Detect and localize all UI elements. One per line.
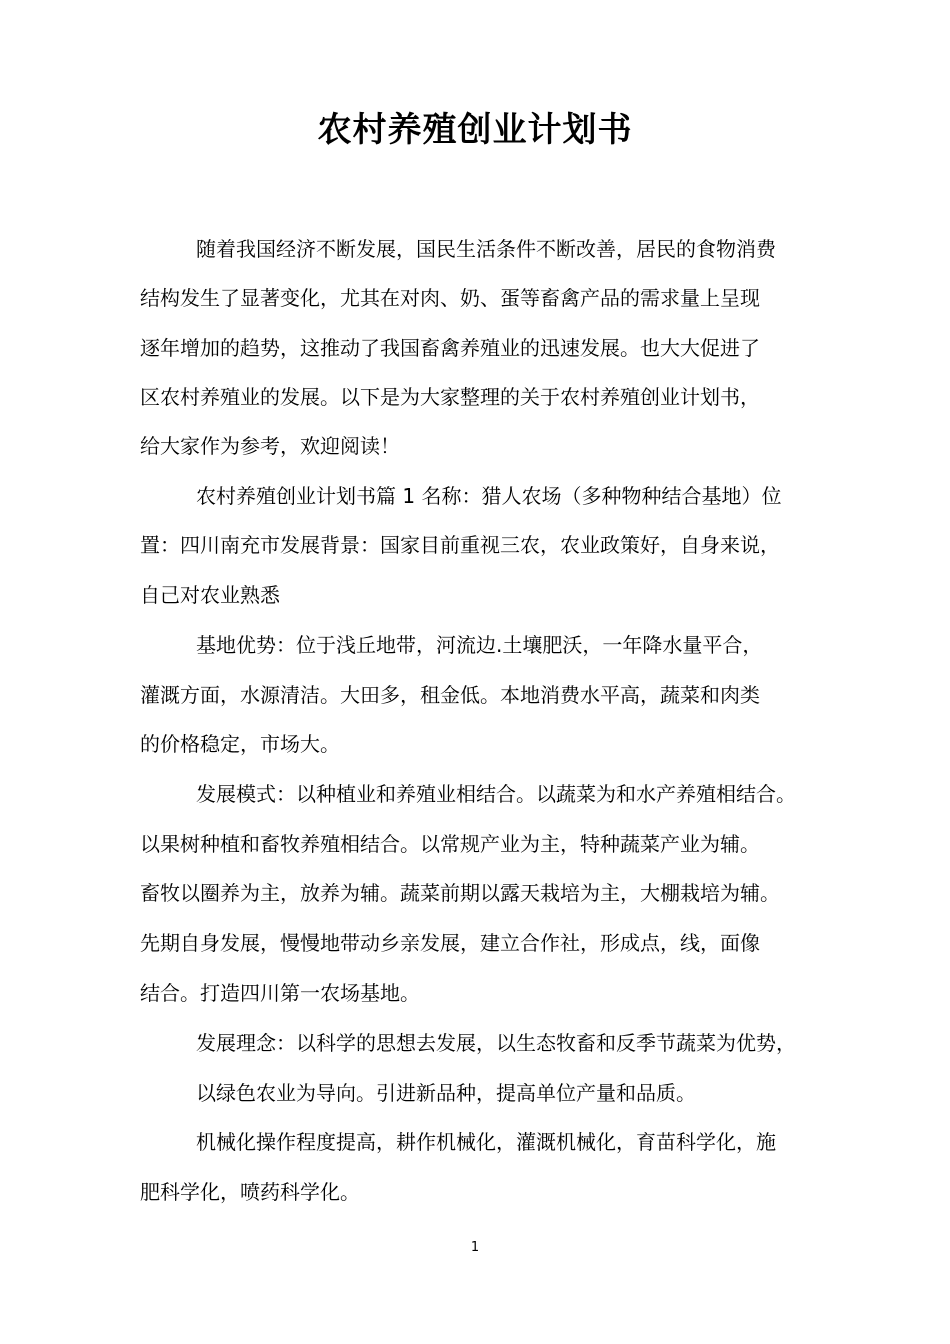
text-line: 给大家作为参考，欢迎阅读！ [140, 434, 400, 458]
text-line: 以果树种植和畜牧养殖相结合。以常规产业为主，特种蔬菜产业为辅。 [140, 832, 760, 856]
text-line: 基地优势：位于浅丘地带，河流边.土壤肥沃，一年降水量平合， [196, 633, 763, 657]
text-line: 以绿色农业为导向。引进新品种，提高单位产量和品质。 [196, 1081, 696, 1105]
text-line: 的价格稳定，市场大。 [140, 732, 340, 756]
text-line: 发展理念：以科学的思想去发展，以生态牧畜和反季节蔬菜为优势， [196, 1031, 796, 1055]
text-line: 机械化操作程度提高，耕作机械化，灌溉机械化，育苗科学化，施 [196, 1130, 776, 1154]
text-line: 发展模式：以种植业和养殖业相结合。以蔬菜为和水产养殖相结合。 [196, 782, 796, 806]
text-line: 逐年增加的趋势，这推动了我国畜禽养殖业的迅速发展。也大大促进了 [140, 336, 760, 360]
text-line: 结构发生了显著变化，尤其在对肉、奶、蛋等畜禽产品的需求量上呈现 [140, 286, 760, 310]
text-line: 自己对农业熟悉 [140, 583, 280, 607]
document-title: 农村养殖创业计划书 [317, 110, 633, 150]
text-line: 肥科学化，喷药科学化。 [140, 1180, 360, 1204]
text-line: 区农村养殖业的发展。以下是为大家整理的关于农村养殖创业计划书， [140, 385, 760, 409]
text-line: 先期自身发展，慢慢地带动乡亲发展，建立合作社，形成点，线，面像 [140, 931, 760, 955]
text-line: 随着我国经济不断发展，国民生活条件不断改善，居民的食物消费 [196, 237, 776, 261]
text-line: 畜牧以圈养为主，放养为辅。蔬菜前期以露天栽培为主，大棚栽培为辅。 [140, 881, 780, 905]
text-line: 农村养殖创业计划书篇 1 名称：猎人农场（多种物种结合基地）位 [196, 484, 782, 508]
page-number: 1 [470, 1240, 480, 1255]
text-line: 结合。打造四川第一农场基地。 [140, 981, 420, 1005]
text-line: 灌溉方面，水源清洁。大田多，租金低。本地消费水平高，蔬菜和肉类 [140, 683, 760, 707]
text-line: 置：四川南充市发展背景：国家目前重视三农，农业政策好，自身来说， [140, 533, 780, 557]
